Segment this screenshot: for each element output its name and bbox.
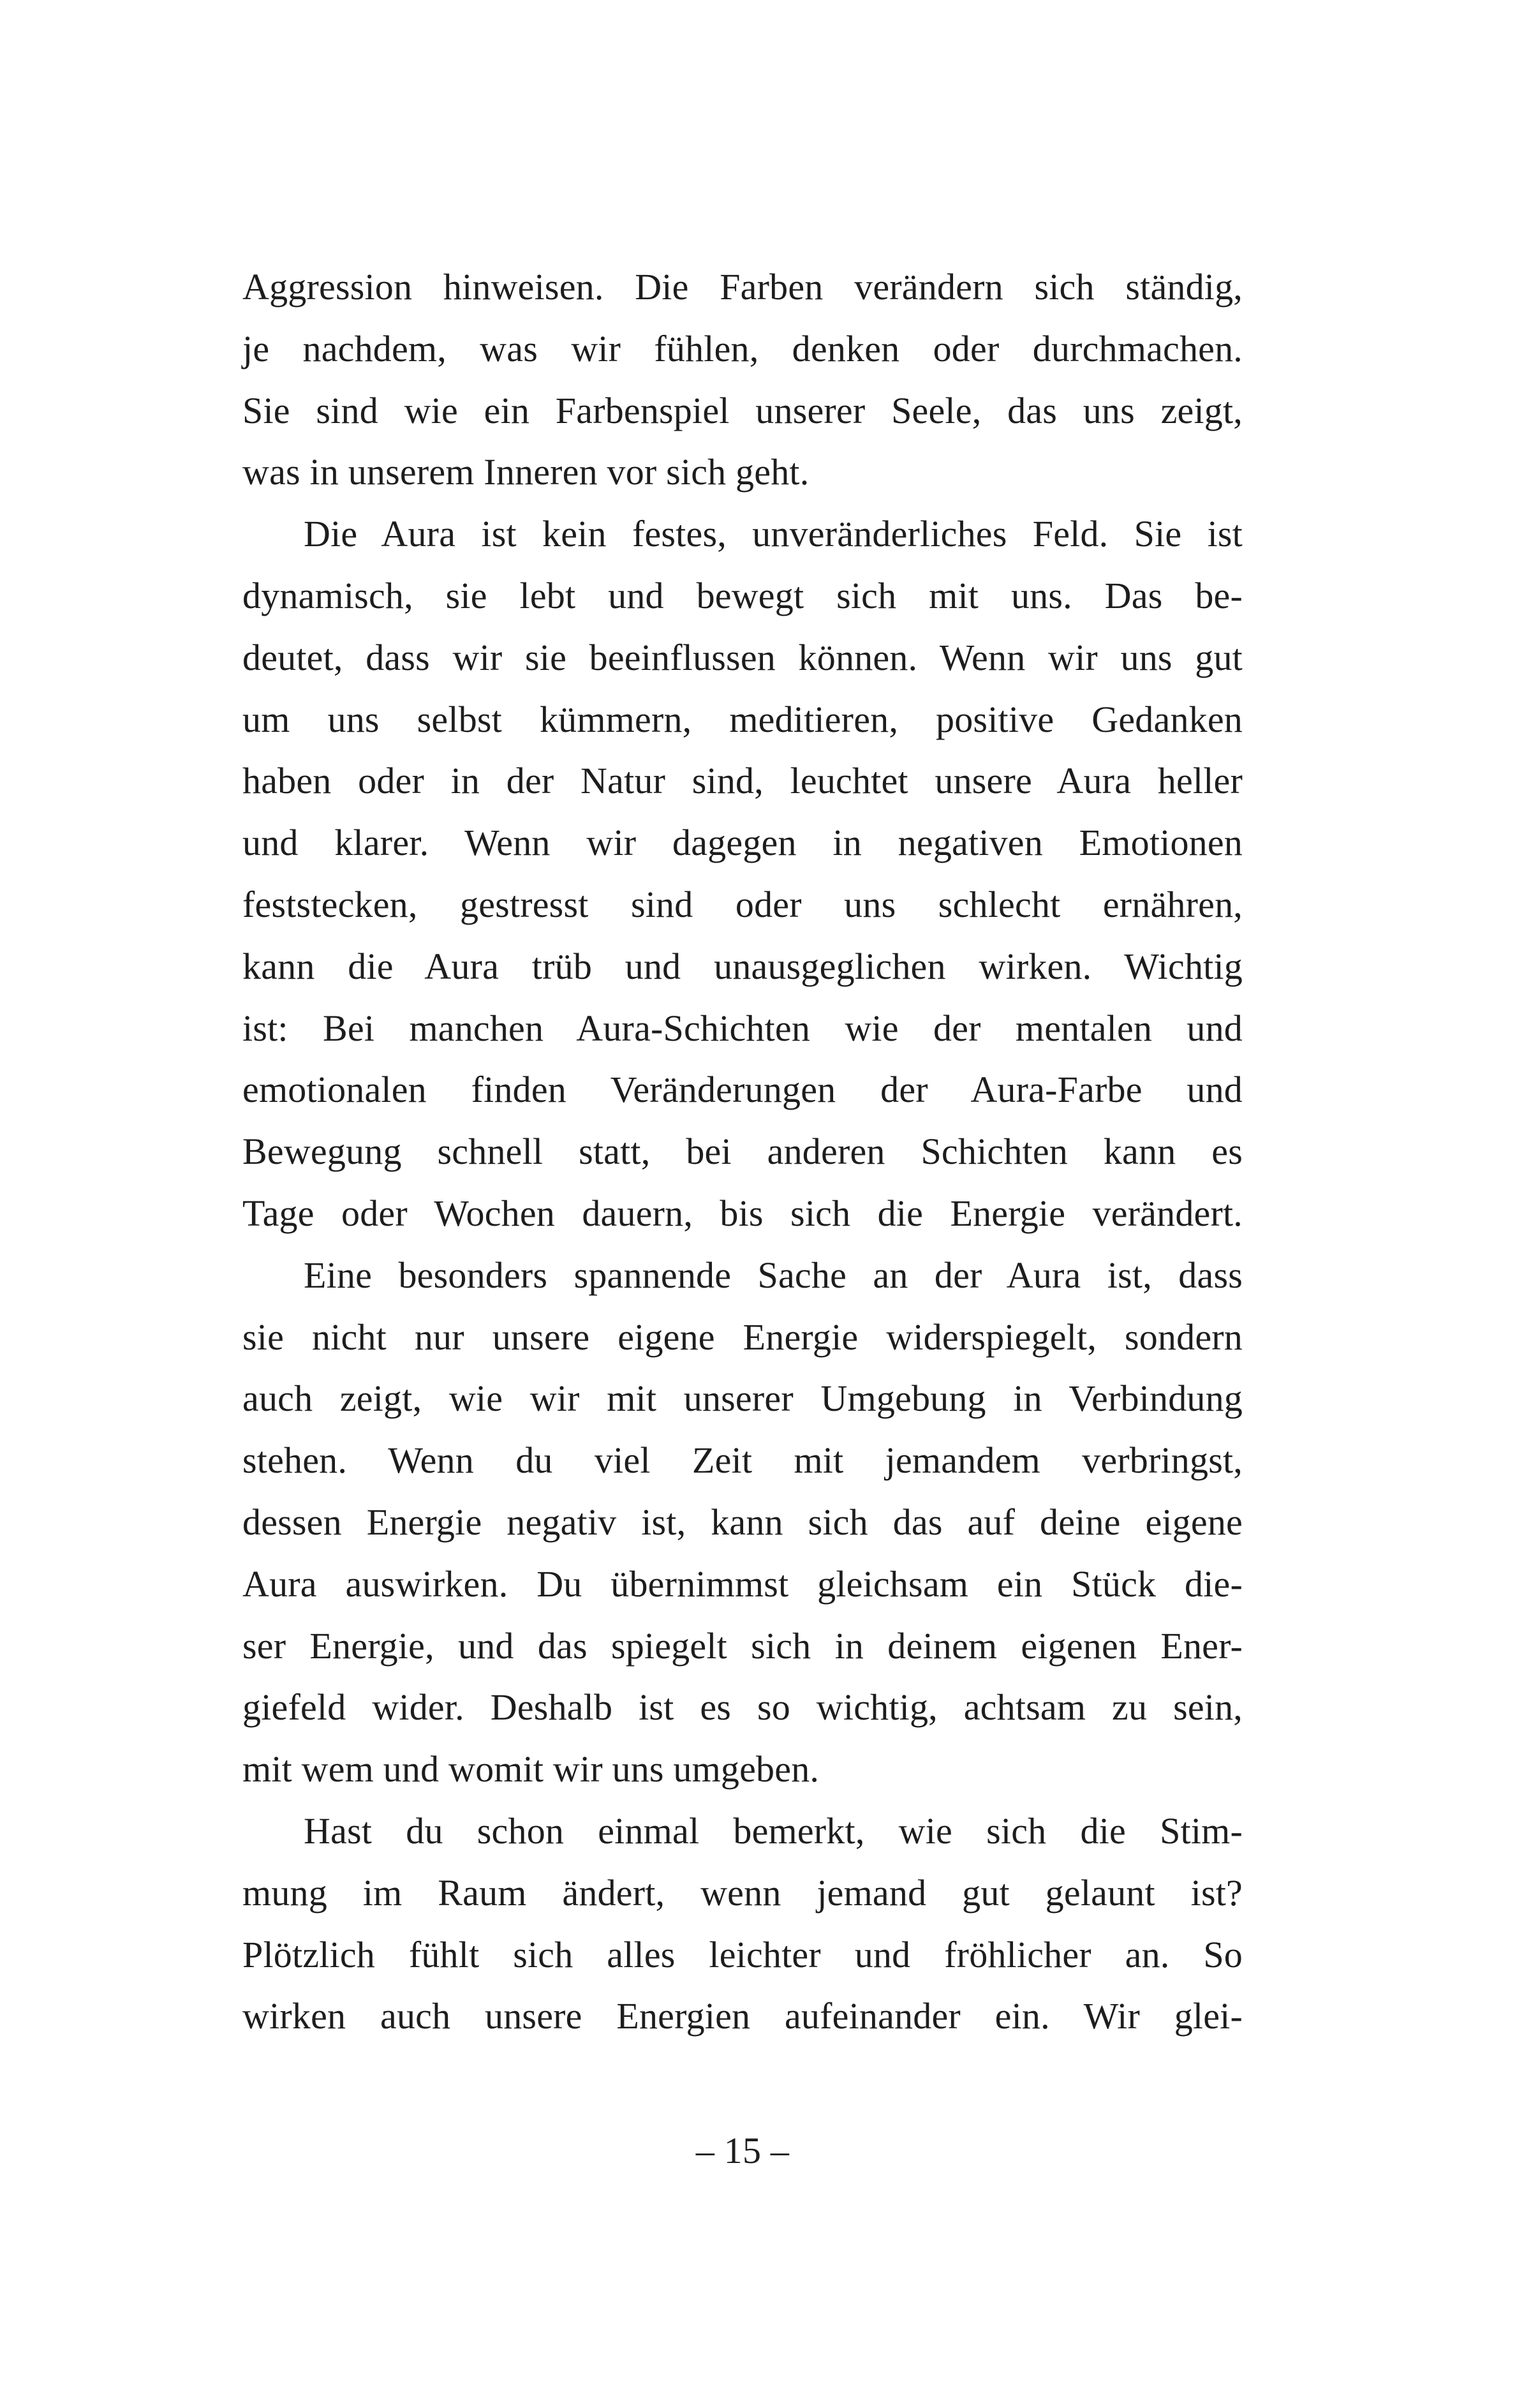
- text-line: je nachdem, was wir fühlen, denken oder durchmachen.: [242, 327, 1243, 369]
- paragraph: [242, 1801, 1243, 2048]
- text-line: dynamisch, sie lebt und bewegt sich mit uns. Das be-: [242, 574, 1243, 616]
- text-line: stehen. Wenn du viel Zeit mit jemandem verbringst,: [242, 1439, 1243, 1482]
- text-line: wirken auch unsere Energien aufeinander ein. Wir glei-: [242, 1995, 1243, 2037]
- text-line: mung im Raum ändert, wenn jemand gut gelaunt ist?: [242, 1871, 1243, 1914]
- text-line: ser Energie, und das spiegelt sich in deinem eigenen Ener-: [242, 1624, 1243, 1667]
- text-line: Aura auswirken. Du übernimmst gleichsam ein Stück die-: [242, 1563, 1243, 1605]
- text-line: kann die Aura trüb und unausgeglichen wirken. Wichtig: [242, 945, 1243, 987]
- text-line: Plötzlich fühlt sich alles leichter und fröhlicher an. So: [242, 1933, 1243, 1975]
- text-line: haben oder in der Natur sind, leuchtet unsere Aura heller: [242, 760, 1243, 802]
- text-line: Tage oder Wochen dauern, bis sich die Energie verändert.: [242, 1192, 1243, 1234]
- text-line: sie nicht nur unsere eigene Energie widerspiegelt, sondern: [242, 1316, 1243, 1358]
- text-line: auch zeigt, wie wir mit unserer Umgebung in Verbindung: [242, 1378, 1243, 1420]
- text-line: giefeld wider. Deshalb ist es so wichtig, achtsam zu sein,: [242, 1686, 1243, 1728]
- text-line: dessen Energie negativ ist, kann sich das auf deine eigene: [242, 1501, 1243, 1543]
- text-line: mit wem und womit wir uns umgeben.: [242, 1748, 820, 1790]
- text-line: was in unserem Inneren vor sich geht.: [242, 451, 810, 493]
- text-line: deutet, dass wir sie beeinflussen können. Wenn wir uns gut: [242, 636, 1243, 678]
- paragraph: [242, 503, 1243, 1245]
- paragraph: [242, 256, 1243, 503]
- page-number-label: – 15 –: [695, 2130, 790, 2171]
- text-line: feststecken, gestresst sind oder uns schlecht ernähren,: [242, 883, 1243, 925]
- text-line: Bewegung schnell statt, bei anderen Schichten kann es: [242, 1131, 1243, 1173]
- text-line: Eine besonders spannende Sache an der Aura ist, dass: [304, 1254, 1243, 1296]
- paragraph: [242, 1245, 1243, 1801]
- text-line: emotionalen finden Veränderungen der Aura-Farbe und: [242, 1069, 1243, 1111]
- text-line: Die Aura ist kein festes, unveränderliches Feld. Sie ist: [304, 513, 1243, 555]
- page-text: [242, 256, 1243, 2048]
- text-line: Sie sind wie ein Farbenspiel unserer Seele, das uns zeigt,: [242, 389, 1243, 431]
- text-line: Aggression hinweisen. Die Farben verändern sich ständig,: [242, 266, 1243, 308]
- page-number: [242, 2120, 1243, 2181]
- text-line: und klarer. Wenn wir dagegen in negativen Emotionen: [242, 822, 1243, 864]
- text-line: Hast du schon einmal bemerkt, wie sich die Stim-: [304, 1810, 1243, 1852]
- text-line: ist: Bei manchen Aura-Schichten wie der mentalen und: [242, 1007, 1243, 1049]
- text-line: um uns selbst kümmern, meditieren, positive Gedanken: [242, 698, 1243, 740]
